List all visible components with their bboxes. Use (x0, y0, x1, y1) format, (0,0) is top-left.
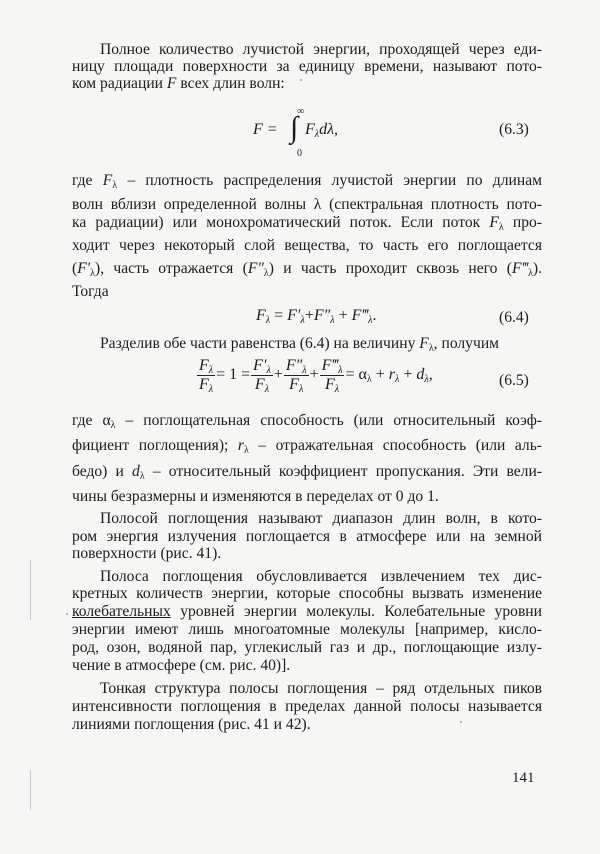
page-number: 141 (512, 770, 535, 786)
fraction (197, 357, 215, 394)
text-span: про- (512, 214, 542, 231)
equation-6-3 (253, 121, 278, 139)
text-span: ком радиации (72, 75, 167, 92)
eq-F-triple-prime: F‴ (511, 260, 529, 277)
fraction (251, 357, 273, 394)
text-span: ), часть отражается ( (95, 260, 248, 277)
eq-sub: λ (265, 315, 271, 326)
text-line: чины безразмерны и изменяются в переделах от 0 до 1. (72, 488, 439, 505)
text-line (72, 603, 542, 620)
text-line: Полосой поглощения называют диапазон длин волн, в кото- (100, 510, 542, 527)
text-line: кретных количеств энергии, которые способны вызвать изменение (72, 585, 542, 602)
eq-comma: , (428, 366, 433, 384)
eq-F-double-prime: F″ (285, 357, 303, 374)
flux-symbol: F (166, 75, 177, 92)
eq-F-triple-prime: F‴ (321, 357, 339, 374)
text-span: где (72, 172, 103, 189)
eq-sub: λ (264, 384, 270, 395)
scan-edge-line (30, 770, 31, 810)
eq-sub: λ (139, 471, 145, 482)
eq-sub: λ (424, 374, 429, 386)
eq-F-prime: F′ (77, 260, 91, 277)
eq-F: F (489, 214, 499, 231)
eq-equals-one: = 1 = (216, 366, 251, 384)
text-line: энергии имеют лишь многоатомные молекулы [например, кисло- (72, 621, 542, 638)
text-line: Полоса поглощения обусловливается извлечением тех дис- (100, 568, 542, 585)
eq-sub: λ (334, 384, 340, 395)
eq-sub: λ (395, 374, 400, 386)
equation-6-5 (196, 357, 433, 394)
eq-sub: λ (112, 180, 118, 191)
integral-sign: ∫ (290, 111, 299, 144)
scan-speck (460, 721, 462, 723)
text-line (72, 463, 542, 480)
text-span: – относительный коэффициент пропускания. Эти вели- (144, 463, 542, 480)
eq-F: F (256, 307, 266, 324)
eq-sub: λ (368, 315, 373, 326)
eq-F: F (102, 172, 113, 189)
text-span: ка радиации) или монохроматический поток. Если поток (72, 214, 481, 231)
text-line: интенсивности поглощения в пределах данной полосы называется (72, 698, 542, 715)
integral-lower-limit: 0 (297, 148, 302, 159)
eq-F: F (254, 376, 265, 393)
integral-upper-limit: ∞ (297, 106, 305, 117)
eq-sub: λ (314, 129, 320, 140)
eq-plus: + (309, 366, 319, 384)
text-span: ( (72, 260, 78, 277)
eq-F: F (289, 376, 299, 393)
eq-sub: λ (528, 268, 533, 279)
eq-sub: λ (300, 315, 305, 326)
text-line: род, озон, водяной пар, углекислый газ и др., поглощающие излу- (72, 639, 542, 656)
eq-lhs: F = (253, 121, 278, 138)
text-span: – отражательная способность (или аль- (248, 437, 542, 454)
eq-sub: λ (302, 365, 307, 376)
eq-r: r (237, 437, 244, 454)
eq-F-prime: F′ (287, 307, 301, 324)
text-span: – плотность распределения лучистой энергии по длинам (117, 172, 542, 189)
eq-sub: λ (208, 384, 214, 395)
text-line: ницу площади поверхности за единицу времени, называют пото- (72, 58, 542, 75)
eq-F-prime: F′ (253, 357, 267, 374)
fraction (320, 357, 345, 394)
text-line (72, 214, 542, 231)
text-span: всех длин волн: (176, 75, 285, 92)
text-line (100, 335, 542, 352)
eq-sub: λ (208, 365, 214, 376)
eq-alpha: = α (345, 366, 367, 384)
text-line: Тогда (72, 283, 109, 300)
equation-6-4 (256, 307, 376, 325)
eq-F: F (199, 376, 209, 393)
eq-F: F (305, 121, 315, 138)
eq-sub: λ (243, 445, 249, 456)
text-line: линиями поглощения (рис. 41 и 42). (72, 716, 311, 733)
eq-sub: λ (90, 268, 95, 279)
eq-sub: λ (498, 222, 504, 233)
text-line: чение в атмосфере (см. рис. 40)]. (72, 657, 291, 674)
eq-F: F (419, 335, 429, 352)
eq-sub: λ (266, 365, 271, 376)
text-span: , получим (433, 335, 500, 352)
scan-speck (66, 613, 68, 615)
eq-sub: λ (338, 365, 343, 376)
eq-d: d (416, 366, 425, 384)
text-line: ром энергия излучения поглощается в атмосфере или на земной (72, 528, 542, 545)
text-line: ходит через некоторый слой вещества, то часть его поглощается (72, 237, 542, 254)
eq-plus: + (273, 366, 283, 384)
text-span: бедо) и (72, 463, 124, 480)
eq-equals: = (274, 307, 284, 324)
text-line (72, 172, 542, 189)
text-line (72, 260, 542, 277)
text-span: ). (532, 260, 543, 277)
eq-plus: + (338, 307, 348, 324)
eq-sub: λ (366, 374, 372, 386)
eq-sub: λ (298, 384, 304, 395)
text-line (72, 75, 542, 92)
scan-edge-line (30, 560, 31, 620)
text-span: Разделив обе части равенства (6.4) на величину (100, 335, 416, 352)
equation-number: (6.4) (499, 309, 529, 326)
equation-6-3-integrand (305, 121, 338, 139)
text-span: где α (72, 412, 111, 429)
eq-plus: + (304, 307, 314, 324)
text-span: – поглощательная способность (или относительный коэф- (115, 412, 542, 429)
text-line (72, 412, 542, 429)
eq-F: F (199, 357, 209, 374)
text-line: волн вблизи определенной волны λ (спектральная плотность пото- (72, 196, 542, 213)
eq-d-lambda: dλ, (319, 121, 339, 138)
eq-r: r (388, 366, 396, 384)
text-span: фициент поглощения); (72, 437, 229, 454)
scan-speck (300, 79, 302, 81)
text-line: Тонкая структура полосы поглощения – ряд отдельных пиков (100, 680, 542, 697)
text-line (72, 437, 542, 454)
text-span: уровней энергии молекулы. Колебательные уровни (170, 603, 542, 620)
equation-number: (6.3) (499, 121, 529, 138)
text-span: ) и часть проходит сквозь него ( (268, 260, 512, 277)
text-line: поверхности (рис. 41). (72, 545, 222, 562)
eq-F-triple-prime: F‴ (351, 307, 369, 324)
equation-number: (6.5) (499, 372, 529, 389)
text-line: Полное количество лучистой энергии, проходящей через еди- (100, 41, 542, 58)
eq-plus: + (403, 366, 413, 384)
eq-sub: λ (330, 315, 335, 326)
eq-sub: λ (110, 420, 116, 431)
eq-F-double-prime: F″ (247, 260, 264, 277)
eq-dot: . (372, 307, 377, 324)
fraction (284, 357, 309, 394)
eq-plus: + (375, 366, 385, 384)
eq-d: d (132, 463, 140, 480)
eq-sub: λ (428, 343, 434, 354)
eq-F: F (325, 376, 335, 393)
eq-sub: λ (263, 268, 269, 279)
eq-F-double-prime: F″ (313, 307, 331, 324)
underlined-word: колебательных (72, 603, 171, 620)
